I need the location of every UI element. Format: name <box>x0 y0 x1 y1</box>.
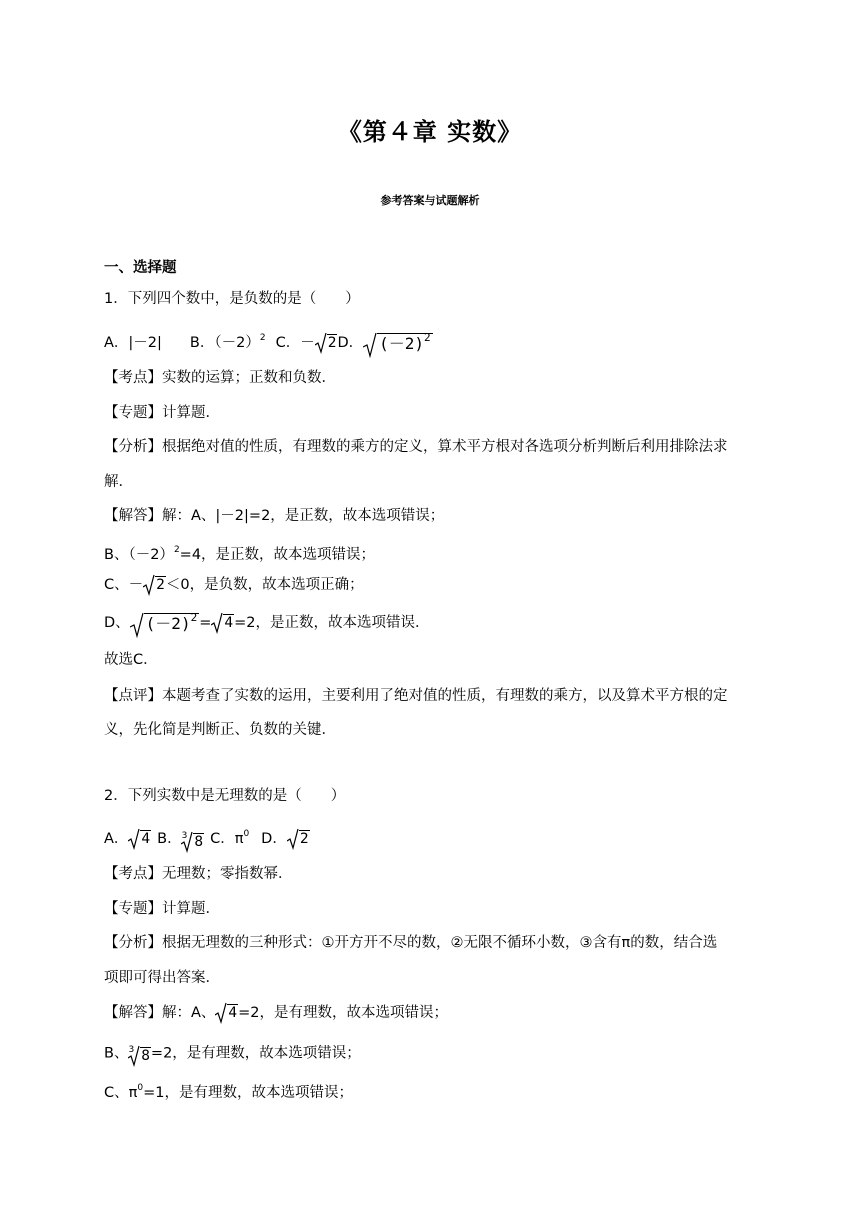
sqrt-4: 4 <box>215 1002 238 1024</box>
q1-guxuan: 故选C． <box>104 652 158 668</box>
sqrt-sign-icon <box>287 828 299 850</box>
cbrt-sign-icon <box>181 831 193 853</box>
q1-options <box>104 328 764 358</box>
q2-zhuanti: 【专题】计算题． <box>104 901 220 917</box>
sqrt-sign-icon <box>363 332 377 358</box>
q1-fenxi-line-1: 【分析】根据绝对值的性质，有理数的乘方的定义，算术平方根对各选项分析判断后利用排除法求 <box>104 439 728 455</box>
q2-option-b-cbrt: $^3$ 8 <box>182 826 204 853</box>
q1-jieda-line-2: B、$(-2)^2=4$，是正数，故本选项错误； <box>104 545 376 563</box>
sqrt-sign-icon <box>128 828 140 850</box>
q2-jieda-line-1: 【解答】解：A、 4=2，是有理数，故本选项错误； <box>104 1002 764 1024</box>
q1-dianping-line-1: 【点评】本题考查了实数的运用，主要利用了绝对值的性质，有理数的乘方，以及算术平方根的定 <box>104 688 728 704</box>
q1-option-d: D． <box>337 335 364 351</box>
q2-jieda-line-3: C、$\pi^0=1$，是有理数，故本选项错误； <box>104 1083 353 1101</box>
q2-option-a-sqrt: 4 <box>128 828 151 850</box>
sqrt-sign-icon <box>130 612 144 638</box>
q1-option-c: C．－ <box>275 335 315 351</box>
page-subtitle: 参考答案与试题解析 <box>380 194 480 207</box>
q2-option-c: C．π <box>210 831 244 847</box>
q1-zhuanti: 【专题】计算题． <box>104 405 220 421</box>
q1-jieda-line-4: D、 $(-2)^2 = 4=2$，是正数，故本选项错误． <box>104 608 764 638</box>
q2-option-a: A． <box>104 831 129 847</box>
q2-kaodian: 【考点】无理数；零指数幂． <box>104 866 293 882</box>
q2-option-c-exponent: 0 <box>243 829 250 839</box>
sqrt-neg2-squared: $(-2)^2$ <box>130 608 200 638</box>
q1-option-a: A．|－2| <box>104 335 162 351</box>
q1-option-b: B．（－2） <box>189 335 260 351</box>
q1-option-b-exponent: 2 <box>259 333 266 343</box>
q2-fenxi-line-2: 项即可得出答案． <box>104 970 220 986</box>
q1-stem: 1．下列四个数中，是负数的是（ ） <box>104 291 360 307</box>
sqrt-4: 4 <box>211 612 234 634</box>
q1-dianping-line-2: 义，先化简是判断正、负数的关键． <box>104 722 336 738</box>
q1-option-d-sqrt: $(-2)^2$ <box>363 328 433 358</box>
q2-fenxi-line-1: 【分析】根据无理数的三种形式：①开方开不尽的数，②无限不循环小数，③含有π的数，结合选 <box>104 935 718 951</box>
q1-fenxi-line-2: 解． <box>104 474 133 490</box>
q1-option-c-sqrt: 2 <box>315 332 338 354</box>
section-heading: 一、选择题 <box>104 260 177 276</box>
cbrt-8: $^3$ 8 <box>128 1040 150 1067</box>
q2-option-d: D． <box>261 831 287 847</box>
sqrt-sign-icon <box>315 332 327 354</box>
q2-option-d-sqrt: 2 <box>287 828 310 850</box>
sqrt-2: 2 <box>143 574 166 596</box>
q2-option-b: B． <box>157 831 182 847</box>
q1-jieda-line-1: 【解答】解：A、|－2|=2，是正数，故本选项错误； <box>104 508 445 524</box>
page-title: 《第４章 实数》 <box>337 118 523 146</box>
q1-kaodian: 【考点】实数的运算；正数和负数． <box>104 370 336 386</box>
sqrt-sign-icon <box>215 1002 227 1024</box>
sqrt-sign-icon <box>143 574 155 596</box>
q1-jieda-line-3: C、－ 2＜0，是负数，故本选项正确； <box>104 574 764 596</box>
sqrt-sign-icon <box>211 612 223 634</box>
q2-jieda-line-2: B、$^3$ 8=2，是有理数，故本选项错误； <box>104 1040 764 1067</box>
q2-options <box>104 824 764 853</box>
cbrt-sign-icon <box>128 1045 140 1067</box>
q2-stem: 2．下列实数中是无理数的是（ ） <box>104 788 346 804</box>
